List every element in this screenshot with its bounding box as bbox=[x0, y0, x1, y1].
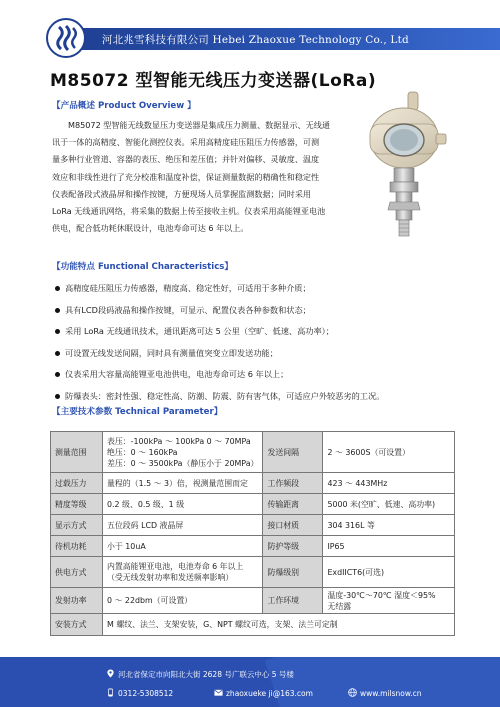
table-cell-label: 安装方式 bbox=[51, 614, 103, 636]
table-cell-label: 过载压力 bbox=[51, 473, 103, 494]
parameter-table bbox=[50, 431, 455, 636]
table-row bbox=[51, 557, 455, 588]
table-cell-label: 工作频段 bbox=[263, 473, 323, 494]
bullet-icon bbox=[55, 394, 60, 399]
bullet-icon bbox=[55, 351, 60, 356]
list-item: 具有LCD段码液晶和操作按键，可显示、配置仪表各种参数和状态； bbox=[55, 300, 455, 322]
company-name: 河北兆雪科技有限公司 Hebei Zhaoxue Technology Co., Ltd bbox=[102, 34, 409, 46]
overview-line: 仪表配备段式液晶屏和操作按键，方便现场人员掌握监测数据；同时采用 bbox=[52, 188, 312, 199]
table-cell-value: 304 316L 等 bbox=[323, 515, 455, 536]
bullet-icon bbox=[55, 308, 60, 313]
list-item: 高精度硅压阻压力传感器，精度高、稳定性好，可适用于多种介质； bbox=[55, 278, 455, 300]
table-cell-value: 五位段码 LCD 液晶屏 bbox=[103, 515, 263, 536]
table-cell-label: 待机功耗 bbox=[51, 536, 103, 557]
bullet-icon bbox=[55, 286, 60, 291]
table-cell-label: 显示方式 bbox=[51, 515, 103, 536]
table-cell-label: 防爆级别 bbox=[263, 557, 323, 588]
table-cell-label: 防护等级 bbox=[263, 536, 323, 557]
table-cell-label: 精度等级 bbox=[51, 494, 103, 515]
table-cell-value: 5000 米(空旷、低速、高功率) bbox=[323, 494, 455, 515]
table-cell-value: 量程的（1.5 ～ 3）倍，视测量范围而定 bbox=[103, 473, 263, 494]
table-cell-label: 接口材质 bbox=[263, 515, 323, 536]
table-cell-label: 工作环境 bbox=[263, 588, 323, 614]
overview-heading: 【产品概述 Product Overview 】 bbox=[52, 101, 196, 111]
table-cell-value: 小于 10uA bbox=[103, 536, 263, 557]
page-header bbox=[0, 0, 500, 66]
table-row bbox=[51, 494, 455, 515]
overview-line: 效应和非线性进行了充分校准和温度补偿，保证测量数据的精确性和稳定性 bbox=[52, 171, 320, 182]
bullet-icon bbox=[55, 329, 60, 334]
table-cell-label: 供电方式 bbox=[51, 557, 103, 588]
table-cell-label: 发射功率 bbox=[51, 588, 103, 614]
overview-line: LoRa 无线通讯网络，将采集的数据上传至接收主机。仪表采用高能锂亚电池 bbox=[52, 206, 326, 217]
table-row bbox=[51, 515, 455, 536]
phone-icon bbox=[106, 688, 115, 697]
table-row bbox=[51, 588, 455, 614]
table-cell-value: M 螺纹、法兰、支架安装，G、NPT 螺纹可选，支架、法兰可定制 bbox=[103, 614, 455, 636]
overview-line: 量多种行业管道、容器的表压、绝压和差压值；并针对偏移、灵敏度、温度 bbox=[52, 154, 320, 165]
globe-icon bbox=[348, 688, 357, 697]
table-row bbox=[51, 536, 455, 557]
overview-line: 讯于一体的高精度、智能化测控仪表。采用高精度硅压阻压力传感器，可测 bbox=[52, 137, 320, 148]
table-cell-value: 423 ～ 443MHz bbox=[323, 473, 455, 494]
features-heading: 【功能特点 Functional Characteristics】 bbox=[52, 262, 234, 272]
table-cell-value: 0 ～ 22dbm（可设置） bbox=[103, 588, 263, 614]
table-row bbox=[51, 473, 455, 494]
table-row bbox=[51, 614, 455, 636]
overview-line: M85072 型智能无线数显压力变送器是集成压力测量、数据显示、无线通 bbox=[68, 120, 330, 130]
list-item: 可设置无线发送间隔，同时具有测量值突变立即发送功能； bbox=[55, 343, 455, 365]
params-heading: 【主要技术参数 Technical Parameter】 bbox=[52, 407, 223, 417]
table-cell-label: 测量范围 bbox=[51, 432, 103, 473]
table-cell-value: 表压：-100kPa ～ 100kPa 0 ～ 70MPa 绝压：0 ～ 160kPa 差压：0 ～ 3500kPa（静压小于 20MPa） bbox=[103, 432, 263, 473]
page-footer bbox=[0, 657, 500, 707]
table-cell-label: 发送间隔 bbox=[263, 432, 323, 473]
company-logo-icon bbox=[46, 18, 86, 58]
footer-email: zhaoxueke ji@163.com bbox=[214, 688, 313, 698]
footer-website: www.milsnow.cn bbox=[348, 688, 422, 698]
list-item: 防爆表头：密封性强、稳定性高、防潮、防震、防有害气体，可适应户外较恶劣的工况。 bbox=[55, 386, 455, 408]
footer-phone: 0312-5308512 bbox=[106, 688, 173, 698]
footer-address: 河北省保定市向阳北大街 2628 号广联云中心 5 号楼 bbox=[106, 669, 294, 680]
page-title: M85072 型智能无线压力变送器(LoRa) bbox=[50, 71, 377, 91]
table-cell-value: 2 ～ 3600S（可设置） bbox=[323, 432, 455, 473]
table-cell-value: 0.2 级、0.5 级、1 级 bbox=[103, 494, 263, 515]
list-item: 仪表采用大容量高能锂亚电池供电，电池寿命可达 6 年以上； bbox=[55, 364, 455, 386]
table-cell-value: IP65 bbox=[323, 536, 455, 557]
table-cell-value: 内置高能锂亚电池，电池寿命 6 年以上 （受无线发射功率和发送频率影响） bbox=[103, 557, 263, 588]
location-pin-icon bbox=[106, 669, 115, 678]
product-image bbox=[352, 90, 462, 240]
table-cell-label: 传输距离 bbox=[263, 494, 323, 515]
features-list bbox=[55, 278, 455, 408]
table-cell-value: ExdIICT6(可选) bbox=[323, 557, 455, 588]
overview-line: 供电，配合低功耗休眠设计，电池寿命可达 6 年以上。 bbox=[52, 223, 249, 234]
overview-text bbox=[52, 117, 348, 237]
bullet-icon bbox=[55, 372, 60, 377]
list-item: 采用 LoRa 无线通讯技术，通讯距离可达 5 公里（空旷、低速、高功率）； bbox=[55, 321, 455, 343]
table-cell-value: 温度-30℃～70℃ 湿度＜95% 无结露 bbox=[323, 588, 455, 614]
table-row bbox=[51, 432, 455, 473]
email-icon bbox=[214, 688, 223, 697]
